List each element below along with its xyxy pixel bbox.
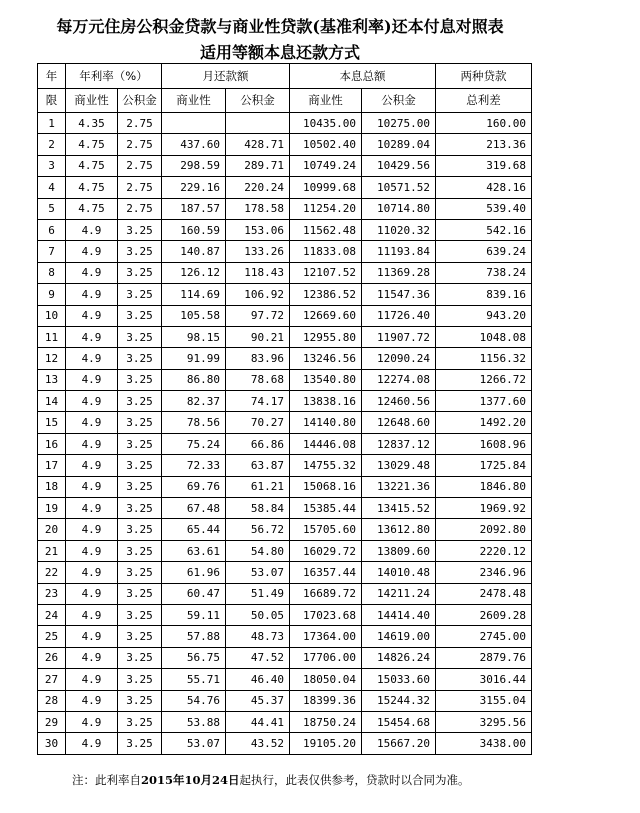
table-row [38, 113, 532, 134]
cell-monthly-fund: 289.71 [226, 155, 290, 176]
cell-interest-diff: 1969.92 [436, 498, 532, 519]
table-row [38, 626, 532, 647]
cell-monthly-fund [226, 113, 290, 134]
cell-rate-fund: 2.75 [118, 134, 162, 155]
cell-total-commercial: 10749.24 [290, 155, 362, 176]
cell-rate-fund: 3.25 [118, 498, 162, 519]
table-row [38, 647, 532, 668]
cell-rate-commercial: 4.9 [66, 583, 118, 604]
table-row [38, 369, 532, 390]
cell-year: 23 [38, 583, 66, 604]
cell-rate-fund: 3.25 [118, 540, 162, 561]
table-row [38, 476, 532, 497]
cell-monthly-fund: 46.40 [226, 669, 290, 690]
cell-monthly-fund: 48.73 [226, 626, 290, 647]
cell-total-commercial: 11562.48 [290, 219, 362, 240]
footnote [72, 772, 470, 788]
cell-monthly-commercial: 91.99 [162, 348, 226, 369]
header-total-group: 本息总额 [290, 64, 436, 89]
table-row [38, 305, 532, 326]
cell-monthly-fund: 66.86 [226, 433, 290, 454]
cell-monthly-fund: 133.26 [226, 241, 290, 262]
cell-rate-commercial: 4.9 [66, 433, 118, 454]
cell-monthly-commercial: 59.11 [162, 604, 226, 625]
cell-total-fund: 14619.00 [362, 626, 436, 647]
cell-total-fund: 12090.24 [362, 348, 436, 369]
cell-interest-diff: 1377.60 [436, 391, 532, 412]
cell-monthly-fund: 78.68 [226, 369, 290, 390]
cell-year: 7 [38, 241, 66, 262]
cell-rate-fund: 3.25 [118, 626, 162, 647]
cell-monthly-commercial: 56.75 [162, 647, 226, 668]
cell-total-fund: 13221.36 [362, 476, 436, 497]
cell-rate-commercial: 4.9 [66, 262, 118, 283]
cell-monthly-fund: 47.52 [226, 647, 290, 668]
cell-rate-fund: 3.25 [118, 476, 162, 497]
cell-rate-fund: 2.75 [118, 155, 162, 176]
table-row [38, 241, 532, 262]
cell-rate-commercial: 4.9 [66, 669, 118, 690]
header-total-fund: 公积金 [362, 88, 436, 113]
cell-year: 1 [38, 113, 66, 134]
cell-year: 11 [38, 326, 66, 347]
cell-rate-commercial: 4.9 [66, 305, 118, 326]
cell-rate-fund: 3.25 [118, 219, 162, 240]
cell-total-fund: 14211.24 [362, 583, 436, 604]
footnote-prefix: 注：此利率自 [72, 773, 141, 787]
cell-interest-diff: 319.68 [436, 155, 532, 176]
cell-year: 8 [38, 262, 66, 283]
cell-rate-commercial: 4.9 [66, 369, 118, 390]
cell-interest-diff: 2346.96 [436, 562, 532, 583]
cell-total-commercial: 18050.04 [290, 669, 362, 690]
cell-interest-diff: 639.24 [436, 241, 532, 262]
table-row [38, 498, 532, 519]
cell-year: 13 [38, 369, 66, 390]
cell-interest-diff: 1492.20 [436, 412, 532, 433]
table-row [38, 669, 532, 690]
cell-interest-diff: 213.36 [436, 134, 532, 155]
cell-year: 18 [38, 476, 66, 497]
cell-interest-diff: 428.16 [436, 177, 532, 198]
cell-monthly-commercial: 82.37 [162, 391, 226, 412]
cell-monthly-fund: 118.43 [226, 262, 290, 283]
cell-rate-commercial: 4.9 [66, 711, 118, 732]
cell-rate-fund: 3.25 [118, 647, 162, 668]
cell-rate-fund: 3.25 [118, 455, 162, 476]
cell-monthly-commercial: 105.58 [162, 305, 226, 326]
table-row [38, 134, 532, 155]
cell-interest-diff: 2220.12 [436, 540, 532, 561]
cell-year: 14 [38, 391, 66, 412]
cell-monthly-fund: 83.96 [226, 348, 290, 369]
cell-year: 19 [38, 498, 66, 519]
cell-year: 27 [38, 669, 66, 690]
cell-total-commercial: 10435.00 [290, 113, 362, 134]
cell-monthly-commercial: 63.61 [162, 540, 226, 561]
cell-monthly-fund: 153.06 [226, 219, 290, 240]
cell-monthly-fund: 428.71 [226, 134, 290, 155]
cell-rate-commercial: 4.9 [66, 348, 118, 369]
cell-total-fund: 10714.80 [362, 198, 436, 219]
cell-interest-diff: 839.16 [436, 284, 532, 305]
table-row [38, 262, 532, 283]
cell-monthly-commercial: 160.59 [162, 219, 226, 240]
cell-monthly-commercial: 75.24 [162, 433, 226, 454]
cell-total-fund: 11020.32 [362, 219, 436, 240]
cell-total-fund: 11547.36 [362, 284, 436, 305]
cell-total-fund: 10429.56 [362, 155, 436, 176]
cell-total-fund: 13809.60 [362, 540, 436, 561]
cell-year: 15 [38, 412, 66, 433]
cell-rate-fund: 3.25 [118, 369, 162, 390]
cell-total-fund: 11907.72 [362, 326, 436, 347]
header-monthly-commercial: 商业性 [162, 88, 226, 113]
cell-monthly-fund: 178.58 [226, 198, 290, 219]
cell-rate-commercial: 4.75 [66, 155, 118, 176]
cell-rate-commercial: 4.9 [66, 412, 118, 433]
cell-monthly-fund: 90.21 [226, 326, 290, 347]
cell-interest-diff: 3155.04 [436, 690, 532, 711]
cell-monthly-commercial: 54.76 [162, 690, 226, 711]
cell-year: 6 [38, 219, 66, 240]
cell-monthly-fund: 56.72 [226, 519, 290, 540]
cell-total-fund: 14010.48 [362, 562, 436, 583]
cell-year: 30 [38, 733, 66, 754]
cell-total-fund: 11726.40 [362, 305, 436, 326]
cell-rate-fund: 2.75 [118, 177, 162, 198]
cell-total-commercial: 12107.52 [290, 262, 362, 283]
cell-rate-commercial: 4.9 [66, 284, 118, 305]
cell-total-commercial: 17364.00 [290, 626, 362, 647]
cell-monthly-commercial: 55.71 [162, 669, 226, 690]
cell-interest-diff: 1846.80 [436, 476, 532, 497]
cell-rate-commercial: 4.75 [66, 177, 118, 198]
cell-total-fund: 14414.40 [362, 604, 436, 625]
cell-monthly-fund: 74.17 [226, 391, 290, 412]
cell-rate-commercial: 4.9 [66, 326, 118, 347]
cell-year: 5 [38, 198, 66, 219]
cell-total-commercial: 14140.80 [290, 412, 362, 433]
cell-rate-commercial: 4.9 [66, 498, 118, 519]
cell-total-fund: 13415.52 [362, 498, 436, 519]
cell-rate-fund: 3.25 [118, 604, 162, 625]
cell-monthly-fund: 51.49 [226, 583, 290, 604]
cell-rate-fund: 3.25 [118, 391, 162, 412]
cell-monthly-commercial: 72.33 [162, 455, 226, 476]
cell-total-commercial: 13838.16 [290, 391, 362, 412]
cell-total-commercial: 13540.80 [290, 369, 362, 390]
cell-rate-fund: 3.25 [118, 326, 162, 347]
cell-monthly-commercial: 114.69 [162, 284, 226, 305]
cell-monthly-fund: 61.21 [226, 476, 290, 497]
cell-year: 17 [38, 455, 66, 476]
cell-total-fund: 11193.84 [362, 241, 436, 262]
cell-total-commercial: 16357.44 [290, 562, 362, 583]
cell-rate-fund: 3.25 [118, 583, 162, 604]
page-subtitle: 适用等额本息还款方式 [199, 43, 360, 62]
cell-year: 2 [38, 134, 66, 155]
cell-total-commercial: 15068.16 [290, 476, 362, 497]
cell-monthly-commercial: 98.15 [162, 326, 226, 347]
cell-total-fund: 12274.08 [362, 369, 436, 390]
cell-total-commercial: 14755.32 [290, 455, 362, 476]
header-diff-bottom: 总利差 [436, 88, 532, 113]
cell-rate-fund: 3.25 [118, 519, 162, 540]
cell-total-commercial: 14446.08 [290, 433, 362, 454]
cell-rate-fund: 3.25 [118, 262, 162, 283]
cell-total-fund: 10571.52 [362, 177, 436, 198]
cell-monthly-commercial: 53.88 [162, 711, 226, 732]
cell-total-commercial: 12955.80 [290, 326, 362, 347]
cell-monthly-commercial: 126.12 [162, 262, 226, 283]
cell-rate-fund: 3.25 [118, 305, 162, 326]
table-row [38, 219, 532, 240]
cell-interest-diff: 738.24 [436, 262, 532, 283]
table-row [38, 412, 532, 433]
cell-rate-commercial: 4.9 [66, 540, 118, 561]
cell-interest-diff: 1156.32 [436, 348, 532, 369]
cell-rate-commercial: 4.35 [66, 113, 118, 134]
cell-rate-commercial: 4.9 [66, 391, 118, 412]
cell-monthly-commercial: 57.88 [162, 626, 226, 647]
table-row [38, 540, 532, 561]
cell-rate-commercial: 4.75 [66, 134, 118, 155]
header-monthly-group: 月还款额 [162, 64, 290, 89]
cell-rate-commercial: 4.9 [66, 626, 118, 647]
cell-monthly-commercial: 65.44 [162, 519, 226, 540]
cell-monthly-fund: 106.92 [226, 284, 290, 305]
header-year-bottom: 限 [38, 88, 66, 113]
cell-total-commercial: 13246.56 [290, 348, 362, 369]
loan-comparison-table [37, 63, 532, 755]
cell-rate-fund: 3.25 [118, 562, 162, 583]
cell-monthly-fund: 220.24 [226, 177, 290, 198]
cell-rate-commercial: 4.9 [66, 733, 118, 754]
cell-year: 29 [38, 711, 66, 732]
cell-total-commercial: 12669.60 [290, 305, 362, 326]
header-rate-commercial: 商业性 [66, 88, 118, 113]
cell-rate-fund: 3.25 [118, 690, 162, 711]
cell-rate-commercial: 4.75 [66, 198, 118, 219]
cell-year: 26 [38, 647, 66, 668]
cell-rate-commercial: 4.9 [66, 647, 118, 668]
header-rate-group: 年利率（%） [66, 64, 162, 89]
cell-monthly-fund: 58.84 [226, 498, 290, 519]
table-row [38, 348, 532, 369]
cell-rate-commercial: 4.9 [66, 455, 118, 476]
cell-rate-fund: 3.25 [118, 733, 162, 754]
cell-monthly-commercial: 187.57 [162, 198, 226, 219]
cell-monthly-fund: 43.52 [226, 733, 290, 754]
table-row [38, 391, 532, 412]
cell-year: 9 [38, 284, 66, 305]
cell-rate-fund: 3.25 [118, 284, 162, 305]
cell-interest-diff: 2478.48 [436, 583, 532, 604]
cell-total-commercial: 12386.52 [290, 284, 362, 305]
cell-monthly-fund: 50.05 [226, 604, 290, 625]
cell-total-commercial: 15385.44 [290, 498, 362, 519]
cell-year: 24 [38, 604, 66, 625]
cell-total-commercial: 10999.68 [290, 177, 362, 198]
header-monthly-fund: 公积金 [226, 88, 290, 113]
cell-monthly-commercial: 229.16 [162, 177, 226, 198]
cell-monthly-fund: 45.37 [226, 690, 290, 711]
table-row [38, 326, 532, 347]
table-row [38, 562, 532, 583]
cell-rate-fund: 3.25 [118, 348, 162, 369]
cell-monthly-commercial: 437.60 [162, 134, 226, 155]
cell-monthly-commercial: 67.48 [162, 498, 226, 519]
cell-total-fund: 12460.56 [362, 391, 436, 412]
cell-monthly-fund: 53.07 [226, 562, 290, 583]
cell-rate-commercial: 4.9 [66, 241, 118, 262]
cell-year: 12 [38, 348, 66, 369]
cell-rate-commercial: 4.9 [66, 604, 118, 625]
cell-rate-fund: 2.75 [118, 198, 162, 219]
cell-interest-diff: 3295.56 [436, 711, 532, 732]
cell-monthly-commercial [162, 113, 226, 134]
cell-total-commercial: 10502.40 [290, 134, 362, 155]
table-body [38, 113, 532, 755]
cell-total-commercial: 18750.24 [290, 711, 362, 732]
cell-interest-diff: 3016.44 [436, 669, 532, 690]
cell-monthly-fund: 63.87 [226, 455, 290, 476]
header-rate-fund: 公积金 [118, 88, 162, 113]
cell-year: 3 [38, 155, 66, 176]
table-row [38, 604, 532, 625]
cell-rate-fund: 3.25 [118, 669, 162, 690]
cell-monthly-commercial: 298.59 [162, 155, 226, 176]
cell-rate-fund: 3.25 [118, 433, 162, 454]
cell-year: 22 [38, 562, 66, 583]
cell-total-commercial: 16689.72 [290, 583, 362, 604]
cell-total-fund: 12648.60 [362, 412, 436, 433]
cell-monthly-commercial: 69.76 [162, 476, 226, 497]
cell-interest-diff: 1608.96 [436, 433, 532, 454]
cell-interest-diff: 2879.76 [436, 647, 532, 668]
page-title: 每万元住房公积金贷款与商业性贷款(基准利率)还本付息对照表 [56, 17, 504, 36]
cell-year: 4 [38, 177, 66, 198]
header-total-commercial: 商业性 [290, 88, 362, 113]
cell-rate-commercial: 4.9 [66, 476, 118, 497]
footnote-date: 2015年10月24日 [141, 773, 240, 787]
cell-total-commercial: 15705.60 [290, 519, 362, 540]
cell-rate-fund: 2.75 [118, 113, 162, 134]
cell-interest-diff: 1048.08 [436, 326, 532, 347]
table-row [38, 284, 532, 305]
cell-total-commercial: 16029.72 [290, 540, 362, 561]
cell-total-fund: 10289.04 [362, 134, 436, 155]
cell-interest-diff: 160.00 [436, 113, 532, 134]
table-row [38, 690, 532, 711]
cell-interest-diff: 1725.84 [436, 455, 532, 476]
cell-interest-diff: 542.16 [436, 219, 532, 240]
cell-total-fund: 13029.48 [362, 455, 436, 476]
cell-monthly-fund: 44.41 [226, 711, 290, 732]
table-row [38, 455, 532, 476]
cell-interest-diff: 1266.72 [436, 369, 532, 390]
cell-total-fund: 15033.60 [362, 669, 436, 690]
cell-monthly-fund: 97.72 [226, 305, 290, 326]
table-header [38, 64, 532, 113]
cell-year: 21 [38, 540, 66, 561]
cell-total-commercial: 11254.20 [290, 198, 362, 219]
cell-total-commercial: 11833.08 [290, 241, 362, 262]
cell-total-fund: 12837.12 [362, 433, 436, 454]
cell-monthly-commercial: 78.56 [162, 412, 226, 433]
header-diff-top: 两种贷款 [436, 64, 532, 89]
table-row [38, 433, 532, 454]
cell-total-fund: 11369.28 [362, 262, 436, 283]
cell-total-commercial: 18399.36 [290, 690, 362, 711]
table-row [38, 519, 532, 540]
cell-monthly-fund: 54.80 [226, 540, 290, 561]
cell-year: 10 [38, 305, 66, 326]
footnote-suffix: 起执行，此表仅供参考，贷款时以合同为准。 [239, 773, 470, 787]
cell-rate-fund: 3.25 [118, 711, 162, 732]
cell-total-fund: 13612.80 [362, 519, 436, 540]
cell-interest-diff: 943.20 [436, 305, 532, 326]
table-row [38, 711, 532, 732]
cell-monthly-commercial: 60.47 [162, 583, 226, 604]
cell-year: 25 [38, 626, 66, 647]
cell-interest-diff: 2092.80 [436, 519, 532, 540]
table-row [38, 733, 532, 754]
cell-rate-fund: 3.25 [118, 241, 162, 262]
cell-total-commercial: 17023.68 [290, 604, 362, 625]
cell-total-fund: 10275.00 [362, 113, 436, 134]
cell-year: 28 [38, 690, 66, 711]
cell-total-fund: 15244.32 [362, 690, 436, 711]
cell-monthly-commercial: 53.07 [162, 733, 226, 754]
table-row [38, 177, 532, 198]
cell-monthly-fund: 70.27 [226, 412, 290, 433]
table-row [38, 155, 532, 176]
table-row [38, 198, 532, 219]
cell-total-commercial: 19105.20 [290, 733, 362, 754]
cell-rate-fund: 3.25 [118, 412, 162, 433]
cell-rate-commercial: 4.9 [66, 519, 118, 540]
cell-rate-commercial: 4.9 [66, 690, 118, 711]
cell-year: 16 [38, 433, 66, 454]
cell-year: 20 [38, 519, 66, 540]
cell-monthly-commercial: 86.80 [162, 369, 226, 390]
cell-interest-diff: 539.40 [436, 198, 532, 219]
cell-total-commercial: 17706.00 [290, 647, 362, 668]
cell-rate-commercial: 4.9 [66, 562, 118, 583]
table-row [38, 583, 532, 604]
cell-rate-commercial: 4.9 [66, 219, 118, 240]
header-year-top: 年 [38, 64, 66, 89]
cell-total-fund: 15454.68 [362, 711, 436, 732]
cell-interest-diff: 3438.00 [436, 733, 532, 754]
cell-interest-diff: 2745.00 [436, 626, 532, 647]
cell-interest-diff: 2609.28 [436, 604, 532, 625]
cell-monthly-commercial: 61.96 [162, 562, 226, 583]
cell-monthly-commercial: 140.87 [162, 241, 226, 262]
cell-total-fund: 14826.24 [362, 647, 436, 668]
cell-total-fund: 15667.20 [362, 733, 436, 754]
